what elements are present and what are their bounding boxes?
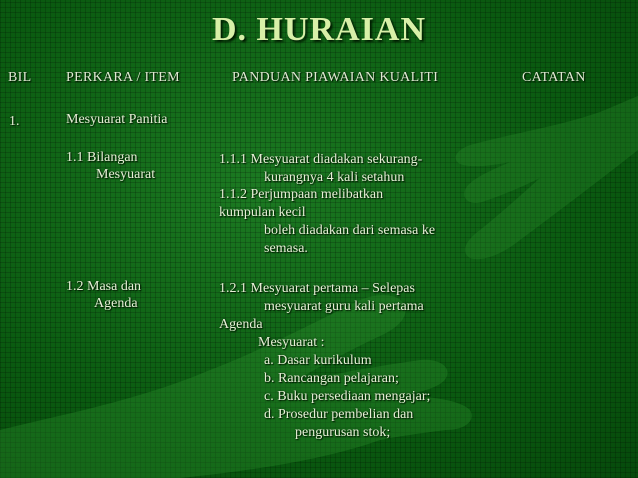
row-item-title: Mesyuarat Panitia xyxy=(66,112,168,127)
header-panduan-piawaian: PANDUAN PIAWAIAN KUALITI xyxy=(232,70,439,85)
header-bil: BIL xyxy=(8,70,32,85)
sub1-guide1-line1: 1.1.1 Mesyuarat diadakan sekurang- xyxy=(219,152,423,167)
sub2-guide1-line2: mesyuarat guru kali pertama xyxy=(264,299,424,314)
sub1-guide1-line2: kurangnya 4 kali setahun xyxy=(264,170,405,185)
sub1-guide2-line1: 1.1.2 Perjumpaan melibatkan xyxy=(219,187,384,202)
header-catatan: CATATAN xyxy=(522,70,586,85)
agenda-item: d. Prosedur pembelian dan xyxy=(264,407,414,422)
mesyuarat-label: Mesyuarat : xyxy=(258,335,325,350)
sub1-label-line2: Mesyuarat xyxy=(96,167,156,182)
sub1-guide2-line2: kumpulan kecil xyxy=(219,205,306,220)
row-number: 1. xyxy=(9,114,20,129)
sub2-guide1-line1: 1.2.1 Mesyuarat pertama – Selepas xyxy=(219,281,415,296)
agenda-heading: Agenda xyxy=(219,317,263,332)
header-perkara-item: PERKARA / ITEM xyxy=(66,70,180,85)
slide-title: D. HURAIAN xyxy=(212,11,426,48)
sub1-guide2-line4: semasa. xyxy=(264,241,308,256)
agenda-item: b. Rancangan pelajaran; xyxy=(264,371,399,386)
sub1-guide2-line3: boleh diadakan dari semasa ke xyxy=(264,223,436,238)
agenda-item: c. Buku persediaan mengajar; xyxy=(264,389,431,404)
sub1-label-line1: 1.1 Bilangan xyxy=(66,150,138,165)
sub2-label-line1: 1.2 Masa dan xyxy=(66,279,142,294)
agenda-item-continuation: pengurusan stok; xyxy=(295,425,391,440)
agenda-item: a. Dasar kurikulum xyxy=(264,353,372,368)
sub2-label-line2: Agenda xyxy=(94,296,138,311)
right-hand-shape xyxy=(456,96,638,259)
